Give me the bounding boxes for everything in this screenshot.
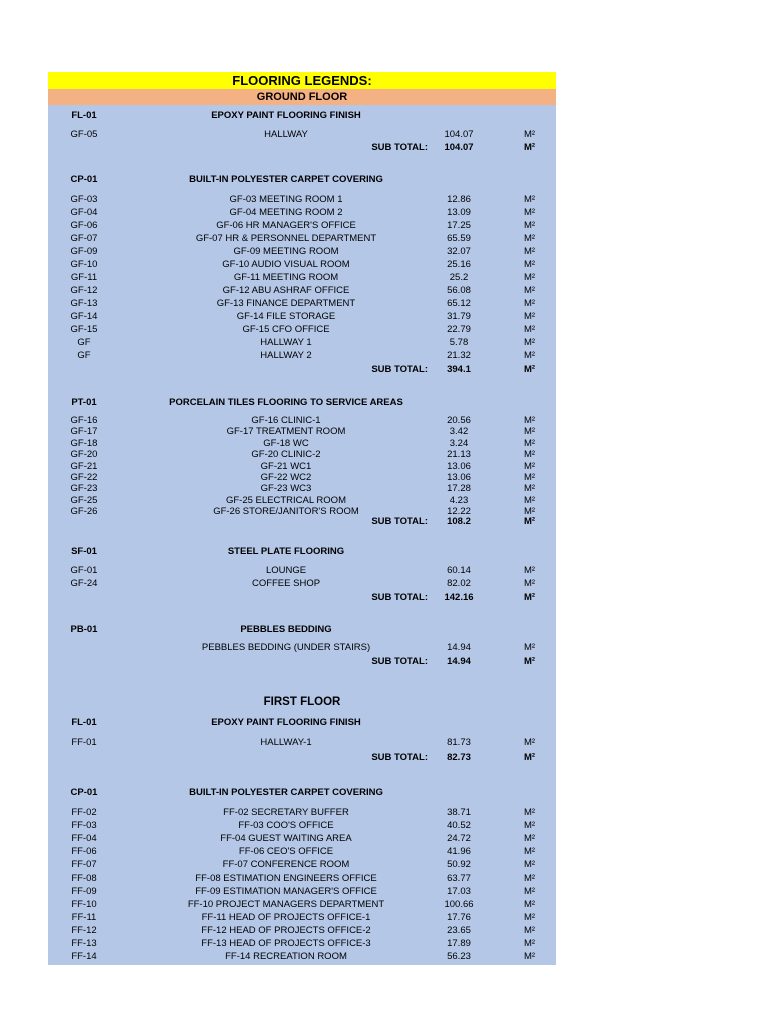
room-code: GF-03	[70, 194, 98, 205]
room-code: FF-07	[71, 859, 97, 870]
room-code: GF-04	[70, 207, 98, 218]
room-code: GF-07	[70, 233, 98, 244]
room-code: GF-01	[70, 565, 98, 576]
area-unit: M²	[524, 886, 536, 897]
section-code: SF-01	[71, 546, 97, 557]
area-unit: M²	[524, 495, 536, 506]
room-name: GF-17 TREATMENT ROOM	[226, 426, 346, 437]
section-title: PEBBLES BEDDING	[240, 624, 332, 635]
section-title: EPOXY PAINT FLOORING FINISH	[211, 110, 361, 121]
subtotal-label: SUB TOTAL:	[371, 516, 428, 527]
area-unit: M²	[524, 820, 536, 831]
room-code: GF-11	[70, 272, 98, 283]
area-unit: M²	[524, 951, 536, 962]
room-name: GF-18 WC	[263, 438, 309, 449]
room-name: HALLWAY 2	[260, 350, 312, 361]
room-name: FF-14 RECREATION ROOM	[225, 951, 347, 962]
room-code: GF-16	[70, 415, 98, 426]
room-code: GF-23	[70, 483, 98, 494]
section-title: PORCELAIN TILES FLOORING TO SERVICE AREAS	[169, 397, 403, 408]
room-code: GF-09	[70, 246, 98, 257]
room-area: 14.94	[447, 642, 471, 653]
room-name: GF-20 CLINIC-2	[251, 449, 321, 460]
room-area: 20.56	[447, 415, 471, 426]
room-code: GF-17	[70, 426, 98, 437]
area-unit: M²	[524, 859, 536, 870]
room-area: 25.16	[447, 259, 471, 270]
room-area: 41.96	[447, 846, 471, 857]
room-name: GF-25 ELECTRICAL ROOM	[225, 495, 346, 506]
room-code: FF-02	[71, 807, 97, 818]
room-name: GF-14 FILE STORAGE	[236, 311, 336, 322]
room-name: GF-22 WC2	[260, 472, 312, 483]
subtotal-value: 394.1	[447, 364, 471, 375]
room-name: HALLWAY-1	[260, 737, 312, 748]
section-title: EPOXY PAINT FLOORING FINISH	[211, 717, 361, 728]
room-area: 4.23	[449, 495, 469, 506]
room-code: GF-12	[70, 285, 98, 296]
room-code: FF-06	[71, 846, 97, 857]
room-code: GF-10	[70, 259, 98, 270]
room-name: GF-16 CLINIC-1	[251, 415, 321, 426]
subtotal-label: SUB TOTAL:	[371, 364, 428, 375]
subtotal-unit: M²	[524, 592, 536, 603]
section-code: FL-01	[71, 110, 97, 121]
room-name: GF-15 CFO OFFICE	[242, 324, 330, 335]
subtotal-unit: M²	[524, 656, 536, 667]
room-area: 3.42	[449, 426, 469, 437]
room-area: 24.72	[447, 833, 471, 844]
area-unit: M²	[524, 846, 536, 857]
first-floor-heading: FIRST FLOOR	[263, 696, 341, 708]
flooring-legend-sheet	[48, 72, 556, 965]
room-code: GF-20	[70, 449, 98, 460]
room-code: FF-09	[71, 886, 97, 897]
section-code: PB-01	[70, 624, 98, 635]
room-name: COFFEE SHOP	[251, 578, 321, 589]
room-code: GF	[77, 350, 91, 361]
room-name: FF-09 ESTIMATION MANAGER'S OFFICE	[195, 886, 377, 897]
room-code: FF-13	[71, 938, 97, 949]
room-code: FF-14	[71, 951, 97, 962]
area-unit: M²	[524, 833, 536, 844]
room-code: GF-18	[70, 438, 98, 449]
subtotal-unit: M²	[524, 142, 536, 153]
subtotal-label: SUB TOTAL:	[371, 752, 428, 763]
room-area: 25.2	[449, 272, 469, 283]
room-code: FF-03	[71, 820, 97, 831]
room-code: GF-21	[70, 461, 98, 472]
area-unit: M²	[524, 483, 536, 494]
area-unit: M²	[524, 233, 536, 244]
subtotal-label: SUB TOTAL:	[371, 142, 428, 153]
room-area: 13.09	[447, 207, 471, 218]
room-name: GF-03 MEETING ROOM 1	[229, 194, 343, 205]
area-unit: M²	[524, 415, 536, 426]
section-title: BUILT-IN POLYESTER CARPET COVERING	[189, 787, 383, 798]
subtotal-value: 104.07	[444, 142, 474, 153]
area-unit: M²	[524, 298, 536, 309]
room-area: 17.76	[447, 912, 471, 923]
room-code: GF-13	[70, 298, 98, 309]
area-unit: M²	[524, 938, 536, 949]
room-name: GF-21 WC1	[260, 461, 312, 472]
room-area: 5.78	[449, 337, 469, 348]
area-unit: M²	[524, 426, 536, 437]
room-name: FF-13 HEAD OF PROJECTS OFFICE-3	[201, 938, 371, 949]
room-area: 32.07	[447, 246, 471, 257]
area-unit: M²	[524, 925, 536, 936]
room-area: 13.06	[447, 472, 471, 483]
subtotal-unit: M²	[524, 364, 536, 375]
room-name: GF-07 HR & PERSONNEL DEPARTMENT	[195, 233, 377, 244]
area-unit: M²	[524, 578, 536, 589]
area-unit: M²	[524, 337, 536, 348]
room-code: GF-05	[70, 129, 98, 140]
area-unit: M²	[524, 272, 536, 283]
room-code: FF-08	[71, 873, 97, 884]
ground-floor-heading: GROUND FLOOR	[48, 89, 556, 105]
area-unit: M²	[524, 259, 536, 270]
room-area: 100.66	[444, 899, 474, 910]
area-unit: M²	[524, 350, 536, 361]
area-unit: M²	[524, 506, 536, 517]
room-area: 50.92	[447, 859, 471, 870]
room-name: GF-06 HR MANAGER'S OFFICE	[216, 220, 356, 231]
area-unit: M²	[524, 246, 536, 257]
area-unit: M²	[524, 461, 536, 472]
section-code: CP-01	[70, 787, 98, 798]
area-unit: M²	[524, 899, 536, 910]
room-area: 21.13	[447, 449, 471, 460]
room-area: 17.28	[447, 483, 471, 494]
room-name: FF-07 CONFERENCE ROOM	[222, 859, 350, 870]
room-code: FF-11	[71, 912, 97, 923]
room-area: 65.12	[447, 298, 471, 309]
room-area: 17.25	[447, 220, 471, 231]
area-unit: M²	[524, 472, 536, 483]
area-unit: M²	[524, 565, 536, 576]
room-name: LOUNGE	[265, 565, 307, 576]
room-area: 56.08	[447, 285, 471, 296]
room-area: 82.02	[447, 578, 471, 589]
sheet-title: FLOORING LEGENDS:	[48, 72, 556, 89]
room-name: GF-12 ABU ASHRAF OFFICE	[222, 285, 350, 296]
room-area: 23.65	[447, 925, 471, 936]
area-unit: M²	[524, 220, 536, 231]
room-area: 31.79	[447, 311, 471, 322]
room-area: 22.79	[447, 324, 471, 335]
room-area: 81.73	[447, 737, 471, 748]
subtotal-label: SUB TOTAL:	[371, 592, 428, 603]
room-code: FF-10	[71, 899, 97, 910]
room-name: GF-23 WC3	[260, 483, 312, 494]
room-name: GF-26 STORE/JANITOR'S ROOM	[213, 506, 359, 517]
room-code: GF-22	[70, 472, 98, 483]
subtotal-label: SUB TOTAL:	[371, 656, 428, 667]
room-area: 65.59	[447, 233, 471, 244]
room-code: GF-26	[70, 506, 98, 517]
room-area: 17.89	[447, 938, 471, 949]
subtotal-value: 142.16	[444, 592, 474, 603]
room-name: GF-04 MEETING ROOM 2	[229, 207, 343, 218]
section-code: FL-01	[71, 717, 97, 728]
room-area: 21.32	[447, 350, 471, 361]
room-name: PEBBLES BEDDING (UNDER STAIRS)	[201, 642, 371, 653]
area-unit: M²	[524, 129, 536, 140]
room-name: FF-02 SECRETARY BUFFER	[223, 807, 349, 818]
area-unit: M²	[524, 194, 536, 205]
area-unit: M²	[524, 207, 536, 218]
room-area: 40.52	[447, 820, 471, 831]
room-code: GF-25	[70, 495, 98, 506]
room-name: GF-10 AUDIO VISUAL ROOM	[222, 259, 350, 270]
room-area: 13.06	[447, 461, 471, 472]
room-code: GF-15	[70, 324, 98, 335]
room-area: 3.24	[449, 438, 469, 449]
room-name: FF-10 PROJECT MANAGERS DEPARTMENT	[187, 899, 385, 910]
subtotal-unit: M²	[524, 516, 536, 527]
room-area: 63.77	[447, 873, 471, 884]
room-code: GF-06	[70, 220, 98, 231]
subtotal-value: 108.2	[447, 516, 471, 527]
area-unit: M²	[524, 912, 536, 923]
room-code: FF-04	[71, 833, 97, 844]
room-area: 38.71	[447, 807, 471, 818]
room-name: HALLWAY	[264, 129, 308, 140]
room-area: 60.14	[447, 565, 471, 576]
room-name: HALLWAY 1	[260, 337, 312, 348]
area-unit: M²	[524, 438, 536, 449]
area-unit: M²	[524, 807, 536, 818]
room-name: FF-04 GUEST WAITING AREA	[220, 833, 352, 844]
room-code: GF	[77, 337, 91, 348]
area-unit: M²	[524, 285, 536, 296]
subtotal-value: 82.73	[447, 752, 471, 763]
room-code: FF-01	[71, 737, 97, 748]
room-code: FF-12	[71, 925, 97, 936]
room-area: 12.86	[447, 194, 471, 205]
room-name: GF-11 MEETING ROOM	[233, 272, 339, 283]
area-unit: M²	[524, 642, 536, 653]
section-title: STEEL PLATE FLOORING	[227, 546, 345, 557]
subtotal-unit: M²	[524, 752, 536, 763]
room-name: FF-08 ESTIMATION ENGINEERS OFFICE	[195, 873, 377, 884]
area-unit: M²	[524, 737, 536, 748]
room-name: GF-09 MEETING ROOM	[233, 246, 339, 257]
area-unit: M²	[524, 311, 536, 322]
room-area: 17.03	[447, 886, 471, 897]
section-code: PT-01	[71, 397, 97, 408]
room-name: FF-06 CEO'S OFFICE	[238, 846, 334, 857]
room-area: 12.22	[447, 506, 471, 517]
room-code: GF-14	[70, 311, 98, 322]
room-area: 104.07	[444, 129, 474, 140]
section-title: BUILT-IN POLYESTER CARPET COVERING	[189, 174, 383, 185]
subtotal-value: 14.94	[447, 656, 471, 667]
area-unit: M²	[524, 449, 536, 460]
section-code: CP-01	[70, 174, 98, 185]
room-code: GF-24	[70, 578, 98, 589]
area-unit: M²	[524, 324, 536, 335]
room-name: FF-11 HEAD OF PROJECTS OFFICE-1	[201, 912, 371, 923]
room-name: FF-12 HEAD OF PROJECTS OFFICE-2	[201, 925, 371, 936]
room-name: GF-13 FINANCE DEPARTMENT	[216, 298, 356, 309]
area-unit: M²	[524, 873, 536, 884]
room-name: FF-03 COO'S OFFICE	[238, 820, 334, 831]
room-area: 56.23	[447, 951, 471, 962]
